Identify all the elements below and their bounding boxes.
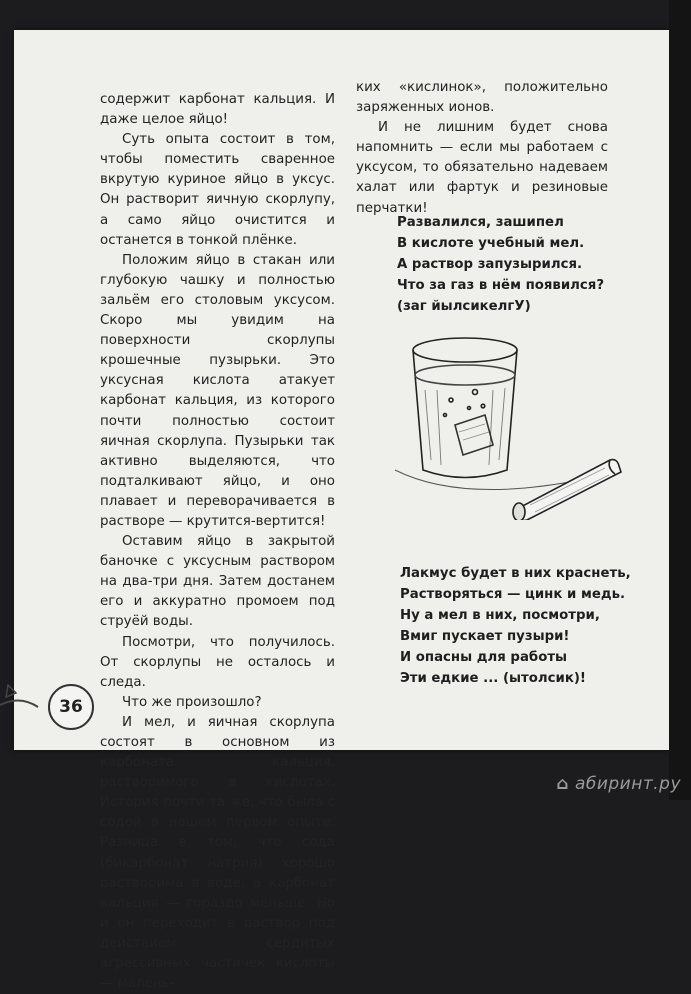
right-column (356, 78, 608, 219)
paragraph: содержит карбонат кальция. И даже целое яйцо! (100, 92, 335, 128)
riddle-poem-acids (400, 563, 631, 689)
riddle-poem-gas (397, 212, 604, 317)
watermark (556, 774, 681, 794)
poem-line: В кислоте учебный мел. (397, 236, 585, 251)
watermark-text: абиринт.ру (574, 774, 681, 794)
poem-line: Вмиг пускает пузыри! (400, 629, 570, 644)
paragraph: Суть опыта состоит в том, чтобы поместить сваренное вкрутую куриное яйцо в уксус. Он растворит яичную скорлупу, а само яйцо очистится и останется в тонкой плёнке. (100, 132, 335, 248)
paragraph: Что же произошло? (122, 694, 262, 710)
paragraph: Оставим яйцо в закрытой баночке с уксусным раствором на два-три дня. Затем достанем его и аккуратно промоем под струёй воды. (100, 534, 335, 630)
paragraph: Положим яйцо в стакан или глубокую чашку и полностью зальём его столовым уксусом. Скоро мы увидим на поверхности скорлупы крошечные пузырьки. Это уксусная кислота атакует карбонат кальция, из которого почти полностью состоит яичная скорлупа. Пузырьки так активно выделяются, что подталкивают яйцо, и оно плавает и переворачивается в растворе — крутится-вертится! (100, 252, 335, 529)
poem-answer: Эти едкие ... (ытолсик)! (400, 671, 586, 686)
paragraph: Посмотри, что получилось. От скорлупы не осталось и следа. (100, 634, 335, 690)
paragraph: И не лишним будет снова напомнить — если мы работаем с уксусом, то обязательно надеваем халат или фартук и резиновые перчатки! (356, 120, 608, 216)
poem-line: Растворяться — цинк и медь. (400, 587, 626, 602)
poem-line: А раствор запузырился. (397, 257, 583, 272)
poem-line: Что за газ в нём появился? (397, 278, 605, 293)
poem-answer: (заг йылсикелгУ) (397, 299, 531, 314)
glass-and-chalk-illustration (385, 320, 625, 520)
left-column (100, 90, 335, 994)
poem-line: Развалился, зашипел (397, 215, 564, 230)
labyrinth-a-logo-icon: ⌂ (556, 774, 570, 794)
page-number: 36 (48, 684, 94, 730)
poem-line: Ну а мел в них, посмотри, (400, 608, 600, 623)
background-edge (669, 0, 691, 800)
poem-line: Лакмус будет в них краснеть, (400, 566, 631, 581)
paragraph: И мел, и яичная скорлупа состоят в основном из карбоната кальция, растворимого в кислотах. История почти та же, что была с содой в нашем первом опыте. Разница в том, что сода (бикарбонат натрия) хорошо растворима в воде, а карбонат кальция — гораздо меньше. Но и он переходит в раствор под действием сердитых агрессивных частичек кислоты — малень- (100, 714, 335, 992)
poem-line: И опасны для работы (400, 650, 568, 665)
paragraph: ких «кислинок», положительно заряженных ионов. (356, 80, 608, 116)
